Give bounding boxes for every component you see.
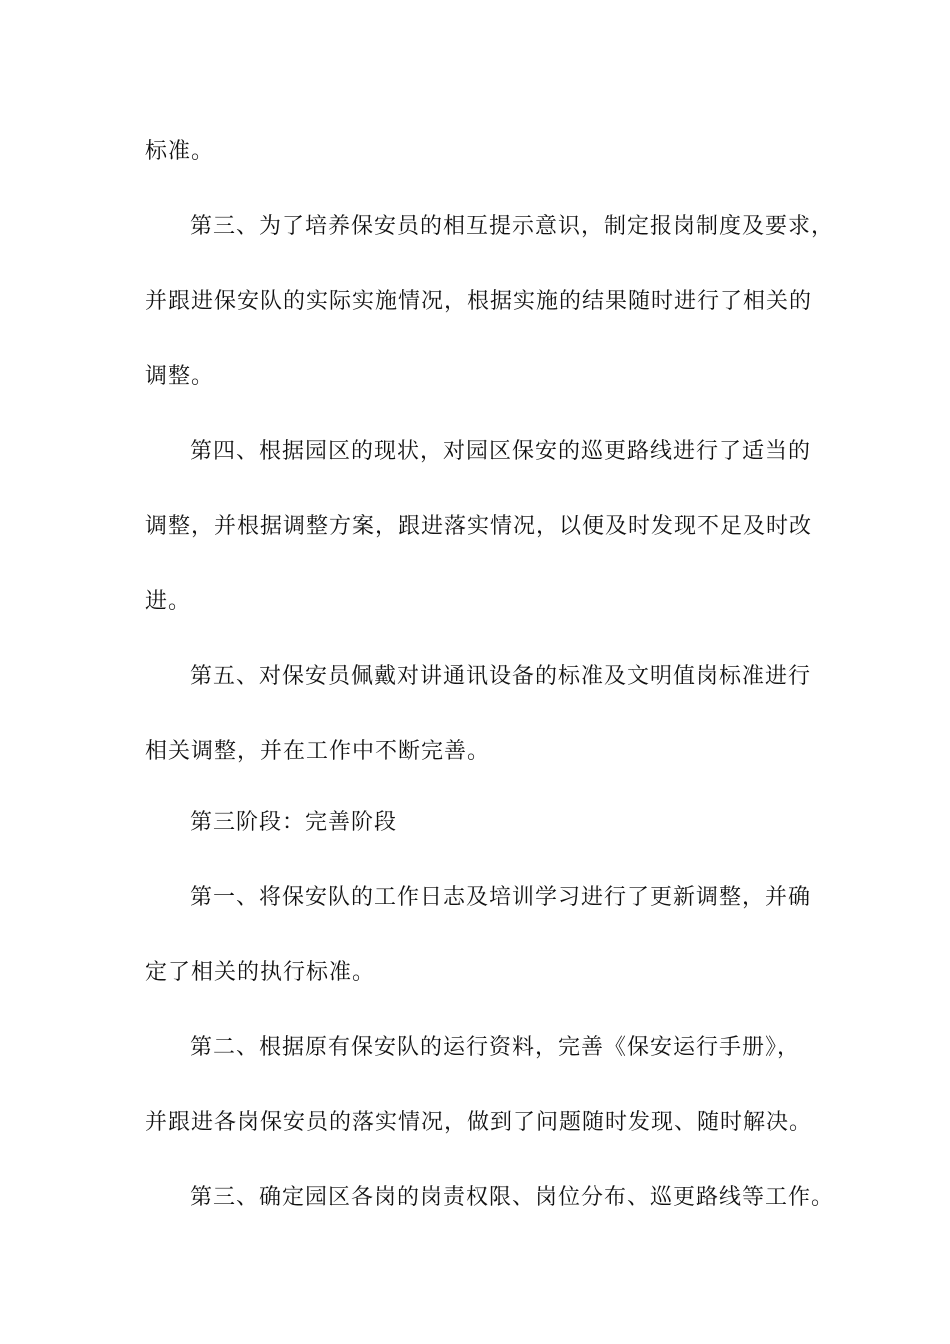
- paragraph-start-line: 第二、根据原有保安队的运行资料，完善《保安运行手册》，: [190, 1035, 801, 1060]
- paragraph-start-line: 第一、将保安队的工作日志及培训学习进行了更新调整，并确: [190, 885, 812, 910]
- paragraph-start-line: 第五、对保安员佩戴对讲通讯设备的标准及文明值岗标准进行: [190, 664, 812, 689]
- text-line: 调整，并根据调整方案，跟进落实情况，以便及时发现不足及时改: [145, 514, 813, 539]
- paragraph-start-line: 第四、根据园区的现状，对园区保安的巡更路线进行了适当的: [190, 439, 812, 464]
- section-heading: 第三阶段：完善阶段: [190, 810, 398, 835]
- text-line: 定了相关的执行标准。: [145, 960, 376, 985]
- text-line: 进。: [145, 589, 192, 614]
- text-line: 调整。: [145, 364, 215, 389]
- text-line: 标准。: [145, 139, 215, 164]
- paragraph-start-line: 第三、为了培养保安员的相互提示意识，制定报岗制度及要求，: [190, 214, 835, 239]
- text-line: 并跟进保安队的实际实施情况，根据实施的结果随时进行了相关的: [145, 289, 813, 314]
- text-line: 并跟进各岗保安员的落实情况，做到了问题随时发现、随时解决。: [145, 1110, 813, 1135]
- text-line: 相关调整，并在工作中不断完善。: [145, 739, 491, 764]
- paragraph-start-line: 第三、确定园区各岗的岗责权限、岗位分布、巡更路线等工作。: [190, 1185, 835, 1210]
